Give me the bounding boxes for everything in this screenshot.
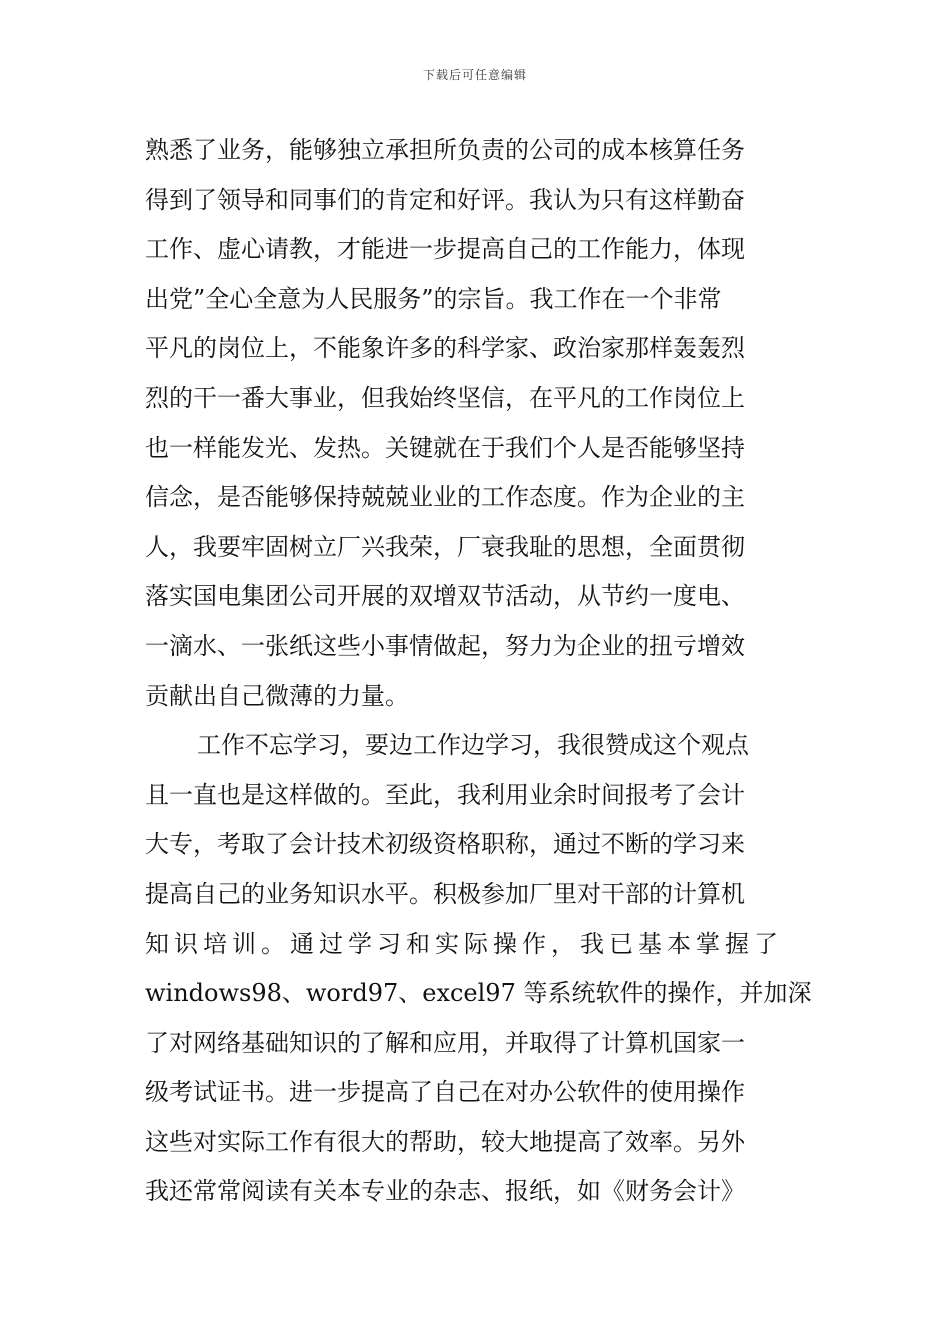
document-body xyxy=(145,126,815,1217)
text-line: 级考试证书。进一步提高了自己在对办公软件的使用操作 xyxy=(145,1078,745,1107)
page-header: 下载后可任意编辑 xyxy=(422,68,527,82)
text-line: 了对网络基础知识的了解和应用，并取得了计算机国家一 xyxy=(145,1028,745,1057)
text-line: 烈的干一番大事业，但我始终坚信，在平凡的工作岗位上 xyxy=(145,383,745,412)
text-line: 贡献出自己微薄的力量。 xyxy=(145,681,409,710)
text-line: 工作不忘学习，要边工作边学习，我很赞成这个观点 xyxy=(197,731,749,760)
text-line: 落实国电集团公司开展的双增双节活动，从节约一度电、 xyxy=(145,582,745,611)
text-line: 得到了领导和同事们的肯定和好评。我认为只有这样勤奋 xyxy=(145,185,745,214)
text-line: 工作、虚心请教，才能进一步提高自己的工作能力，体现 xyxy=(145,235,745,264)
text-line: 我还常常阅读有关本专业的杂志、报纸，如《财务会计》 xyxy=(145,1177,745,1206)
text-line: windows98、word97、excel97 等系统软件的操作，并加深 xyxy=(145,979,812,1008)
text-line: 也一样能发光、发热。关键就在于我们个人是否能够坚持 xyxy=(145,433,745,462)
text-line: 大专，考取了会计技术初级资格职称，通过不断的学习来 xyxy=(145,830,745,859)
text-line: 出党”全心全意为人民服务”的宗旨。我工作在一个非常 xyxy=(145,284,722,313)
text-line: 知识培训。通过学习和实际操作，我已基本掌握了 xyxy=(145,929,783,958)
text-line: 熟悉了业务，能够独立承担所负责的公司的成本核算任务 xyxy=(145,136,745,164)
text-line: 平凡的岗位上，不能象许多的科学家、政治家那样轰轰烈 xyxy=(145,334,745,363)
text-line: 一滴水、一张纸这些小事情做起，努力为企业的扭亏增效 xyxy=(145,631,745,660)
paragraph-2 xyxy=(145,721,815,1217)
text-line: 提高自己的业务知识水平。积极参加厂里对干部的计算机 xyxy=(145,879,745,908)
text-line: 且一直也是这样做的。至此，我利用业余时间报考了会计 xyxy=(145,780,745,809)
paragraph-1 xyxy=(145,126,815,721)
text-line: 这些对实际工作有很大的帮助，较大地提高了效率。另外 xyxy=(145,1127,745,1156)
text-line: 人，我要牢固树立厂兴我荣，厂衰我耻的思想，全面贯彻 xyxy=(145,532,745,561)
text-line: 信念，是否能够保持兢兢业业的工作态度。作为企业的主 xyxy=(145,483,745,512)
